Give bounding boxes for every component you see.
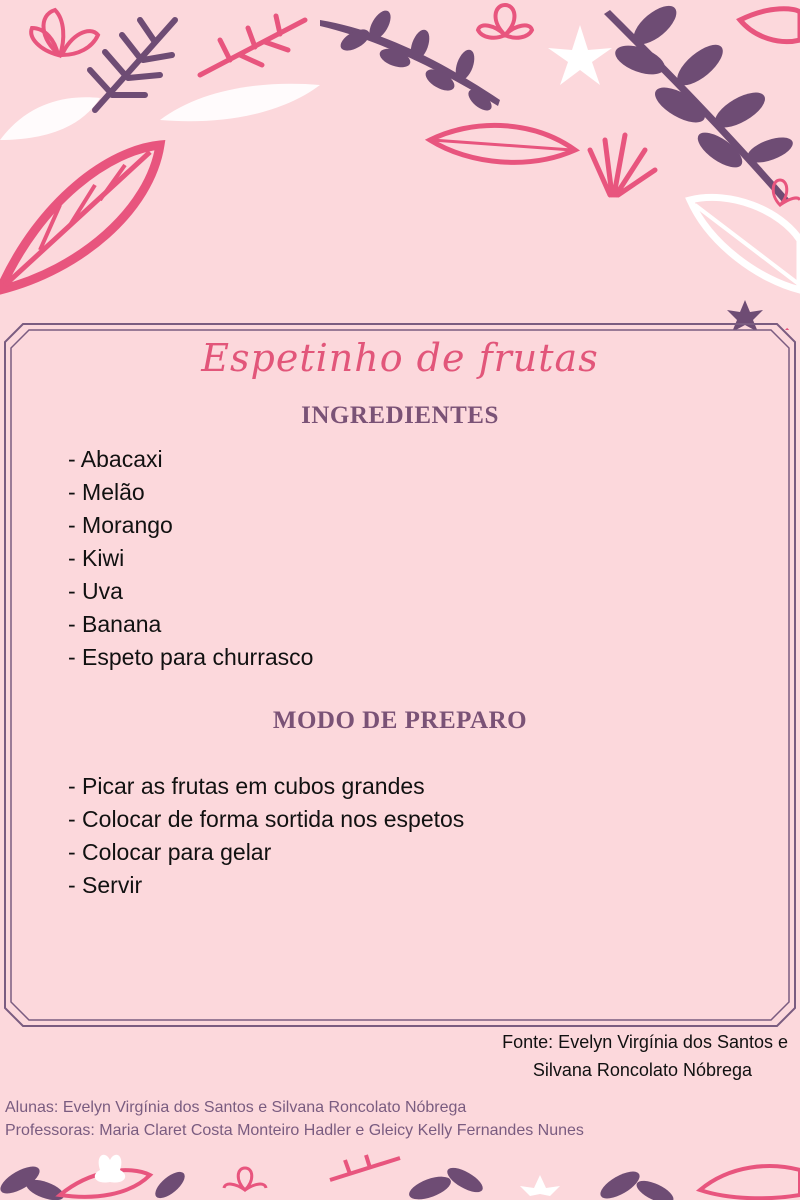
source-citation <box>448 1028 788 1084</box>
list-item: - Kiwi <box>68 545 125 571</box>
preparation-list <box>68 770 464 902</box>
branch-icon <box>200 16 305 75</box>
teachers-credit: Professoras: Maria Claret Costa Monteiro Hadler e Gleicy Kelly Fernandes Nunes <box>5 1122 584 1139</box>
list-item: - Servir <box>68 872 143 898</box>
students-credit: Alunas: Evelyn Virgínia dos Santos e Silvana Roncolato Nóbrega <box>5 1099 467 1116</box>
leaf-icon <box>740 9 800 42</box>
ingredients-list <box>68 443 313 674</box>
credits <box>5 1096 584 1142</box>
flower-icon <box>31 10 98 55</box>
flower-icon <box>224 1168 266 1190</box>
source-line: Silvana Roncolato Nóbrega <box>532 1060 752 1080</box>
leaf-icon <box>0 84 320 140</box>
top-floral-decoration <box>0 0 800 330</box>
list-item: - Morango <box>68 512 173 538</box>
source-line: Fonte: Evelyn Virgínia dos Santos e <box>502 1032 788 1052</box>
list-item: - Espeto para churrasco <box>68 644 314 670</box>
list-item: - Melão <box>68 479 145 505</box>
flower-icon <box>478 5 532 38</box>
branch-icon <box>90 20 175 110</box>
branch-icon <box>590 135 655 195</box>
list-item: - Banana <box>68 611 162 637</box>
list-item: - Colocar de forma sortida nos espetos <box>68 806 465 832</box>
star-flower-icon <box>548 25 612 85</box>
preparation-heading: MODO DE PREPARO <box>272 707 528 734</box>
list-item: - Colocar para gelar <box>68 839 272 865</box>
leaf-icon <box>690 197 800 290</box>
ingredients-heading: INGREDIENTES <box>301 402 499 429</box>
recipe-title: Espetinho de frutas <box>201 336 599 380</box>
list-item: - Picar as frutas em cubos grandes <box>68 773 425 799</box>
list-item: - Abacaxi <box>68 446 163 472</box>
branch-icon <box>320 7 500 114</box>
list-item: - Uva <box>68 578 123 604</box>
leaf-icon <box>0 145 160 290</box>
bottom-floral-decoration <box>0 1150 800 1200</box>
leaf-icon <box>430 125 575 162</box>
